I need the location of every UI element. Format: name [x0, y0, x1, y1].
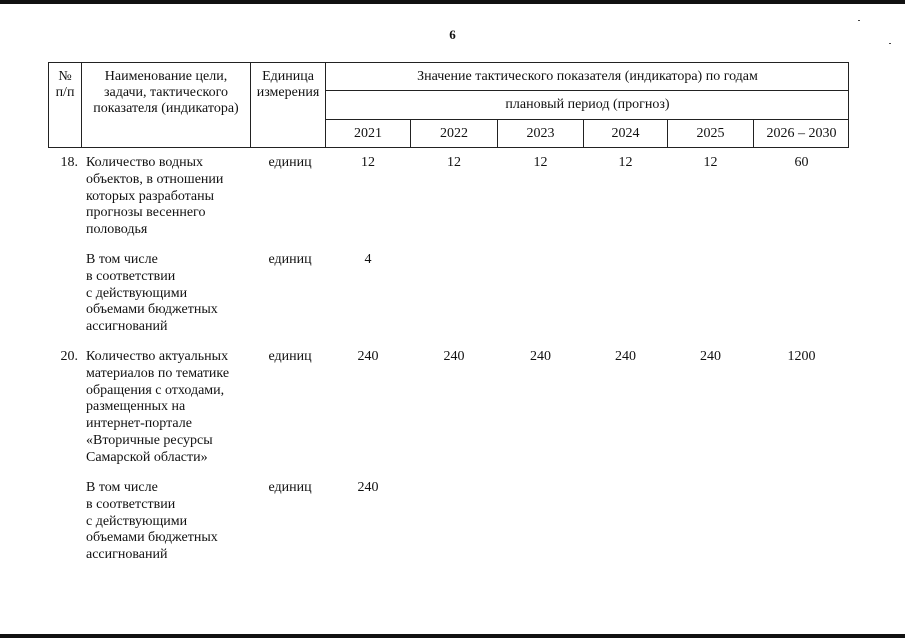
header-year: 2023: [526, 126, 555, 141]
header-year: 2021: [354, 126, 382, 141]
header-year: 2026 – 2030: [766, 126, 837, 141]
row-unit: единиц: [268, 480, 312, 495]
header-period: плановый период (прогноз): [505, 97, 670, 112]
value-2024: 12: [618, 155, 633, 170]
row-indicator-name: В том числе в соответствии с действующими объемами бюджетных ассигнований: [86, 480, 218, 563]
value-2023: 240: [530, 349, 551, 364]
row-unit: единиц: [268, 252, 312, 267]
value-2026-2030: 1200: [787, 349, 816, 364]
top-border: [0, 0, 905, 4]
value-2022: 240: [443, 349, 465, 364]
bottom-border: [0, 634, 905, 638]
header-year: 2022: [440, 126, 468, 141]
value-2025: 240: [700, 349, 721, 364]
value-2025: 12: [703, 155, 718, 170]
header-unit: Единица измерения: [256, 69, 320, 100]
header-year: 2025: [696, 126, 725, 141]
value-2026-2030: 60: [794, 155, 809, 170]
row-indicator-name: В том числе в соответствии с действующими объемами бюджетных ассигнований: [86, 252, 218, 335]
value-2022: 12: [447, 155, 461, 170]
header-num: № п/п: [55, 69, 75, 100]
scan-speck: [889, 43, 891, 44]
row-divider: [325, 90, 849, 91]
row-unit: единиц: [268, 155, 312, 170]
scan-speck: [858, 20, 860, 21]
row-unit: единиц: [268, 349, 312, 364]
header-name: Наименование цели, задачи, тактического показателя (индикатора): [93, 69, 239, 116]
row-number: 20.: [60, 349, 78, 364]
value-2021: 240: [357, 480, 379, 495]
row-indicator-name: Количество водных объектов, в отношении которых разработаны прогнозы весеннего половодья: [86, 155, 224, 238]
header-value-title: Значение тактического показателя (индикатора) по годам: [417, 69, 758, 84]
row-number: 18.: [60, 155, 78, 170]
value-2021: 12: [361, 155, 375, 170]
header-year: 2024: [611, 126, 640, 141]
value-2021: 240: [357, 349, 379, 364]
value-2021: 4: [364, 252, 372, 267]
value-2023: 12: [533, 155, 548, 170]
row-divider: [325, 119, 849, 120]
row-indicator-name: Количество актуальных материалов по тематике обращения с отходами, размещенных на интернет-портале «Вторичные ресурсы Самарской области»: [86, 349, 230, 465]
page-number: 6: [449, 27, 456, 42]
value-2024: 240: [615, 349, 636, 364]
